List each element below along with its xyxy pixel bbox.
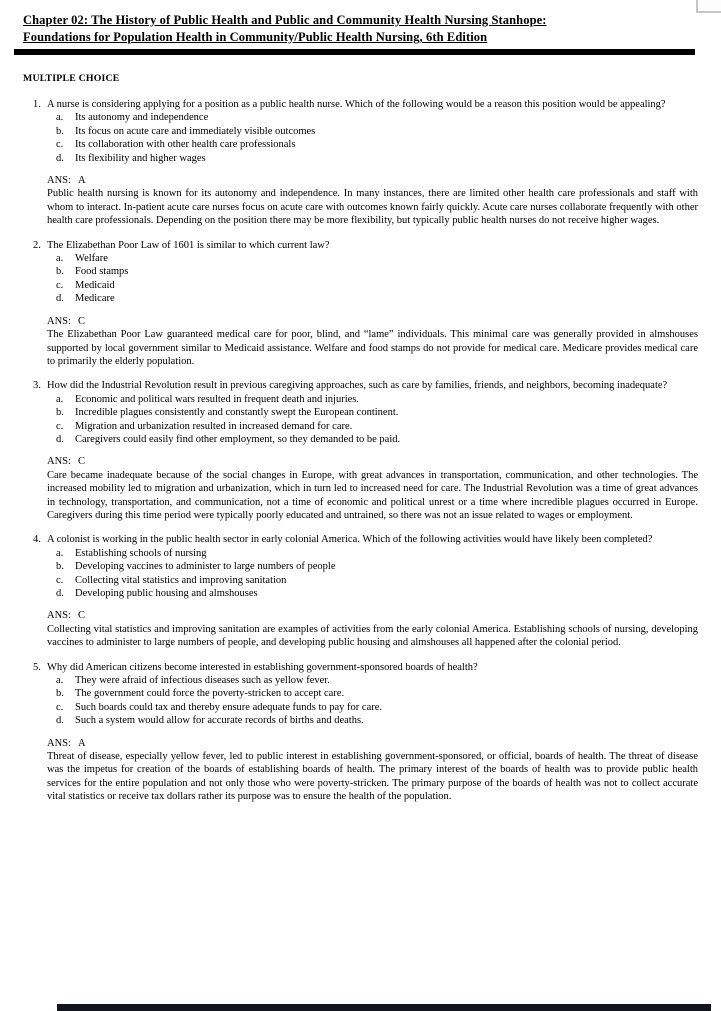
question-3 (23, 379, 700, 522)
option-letter: a. (56, 393, 64, 405)
answer-letter: C (77, 456, 85, 468)
option-row-d (56, 152, 700, 165)
option-letter: a. (56, 253, 64, 265)
answer-label: ANS: (47, 175, 71, 187)
question-number: 5. (33, 661, 41, 673)
document-title (23, 12, 700, 46)
option-text: Economic and political wars resulted in frequent death and injuries. (75, 393, 359, 405)
option-text: Incredible plagues consistently and constantly swept the European continent. (75, 407, 399, 419)
option-row-a (56, 252, 700, 265)
option-row-b (56, 560, 700, 573)
option-letter: d. (56, 293, 64, 305)
answer-letter: A (77, 175, 86, 187)
answer-letter: C (77, 315, 85, 327)
question-text: A nurse is considering applying for a position as a public health nurse. Which of the following would be a reason this position would be appealing? (47, 99, 666, 110)
option-letter: d. (56, 433, 64, 445)
question-number: 1. (33, 99, 41, 110)
question-2 (23, 239, 700, 369)
option-row-a (56, 111, 700, 124)
answer-block (47, 609, 698, 649)
option-row-d (56, 433, 700, 446)
question-text: The Elizabethan Poor Law of 1601 is similar to which current law? (47, 239, 330, 251)
answer-rationale: Collecting vital statistics and improving sanitation are examples of activities from the early colonial America. Establishing schools of nursing, developing vaccines to administer to large numbers of people, and developing public housing and almshouses all happened after the colonial period. (47, 623, 698, 649)
option-list (56, 252, 700, 306)
option-letter: d. (56, 588, 64, 599)
answer-block (47, 455, 698, 522)
option-row-c (56, 420, 700, 433)
page-corner-artifact (696, 0, 721, 13)
answer-letter: C (77, 610, 85, 622)
option-list (56, 547, 700, 601)
answer-letter: A (77, 737, 86, 749)
question-number: 3. (33, 380, 41, 392)
option-text: Developing vaccines to administer to large numbers of people (75, 561, 336, 573)
option-letter: c. (56, 279, 64, 291)
option-letter: b. (56, 407, 64, 419)
option-text: Its autonomy and independence (75, 112, 209, 124)
option-text: Food stamps (75, 266, 129, 278)
option-text: Medicare (75, 293, 115, 305)
option-letter: b. (56, 688, 64, 700)
option-letter: c. (56, 420, 64, 432)
option-text: Such boards could tax and thereby ensure adequate funds to pay for care. (75, 701, 383, 713)
answer-label: ANS: (47, 315, 71, 327)
option-text: Its focus on acute care and immediately visible outcomes (75, 125, 316, 137)
option-text: Medicaid (75, 279, 115, 291)
answer-block (47, 315, 698, 369)
option-letter: d. (56, 715, 64, 727)
option-row-c (56, 279, 700, 292)
option-text: Developing public housing and almshouses (75, 588, 258, 599)
option-letter: c. (56, 574, 64, 586)
question-5 (23, 661, 700, 804)
option-letter: c. (56, 139, 64, 151)
option-row-d (56, 714, 700, 727)
option-letter: a. (56, 112, 64, 124)
question-number: 4. (33, 534, 41, 546)
question-1 (23, 98, 700, 228)
document-title-line1: Chapter 02: The History of Public Health and Public and Community Health Nursing Stanhope: (23, 13, 547, 27)
option-text: Its flexibility and higher wages (75, 152, 206, 164)
option-text: Welfare (75, 253, 108, 265)
document-title-line2: Foundations for Population Health in Community/Public Health Nursing, 6th Edition (23, 30, 488, 44)
answer-line (47, 455, 698, 468)
option-letter: c. (56, 701, 64, 713)
option-letter: a. (56, 547, 64, 559)
answer-label: ANS: (47, 610, 71, 622)
answer-rationale: The Elizabethan Poor Law guaranteed medical care for poor, blind, and “lame” individuals. This minimal care was generally provided in almshouses supported by local government similar to Medicaid assistance. Welfare and food stamps do not provide for medical care. Medicare provides medical care to primarily the elderly population. (47, 329, 698, 367)
option-row-a (56, 547, 700, 560)
option-letter: a. (56, 675, 64, 687)
option-letter: d. (56, 152, 64, 164)
option-letter: b. (56, 125, 64, 137)
question-text: Why did American citizens become interested in establishing government-sponsored boards of health? (47, 661, 478, 673)
option-list (56, 111, 700, 165)
option-letter: b. (56, 266, 64, 278)
question-number: 2. (33, 239, 41, 251)
answer-block (47, 174, 698, 228)
answer-rationale: Threat of disease, especially yellow fever, led to public interest in establishing government-sponsored, or official, boards of health. The threat of disease was the impetus for creation of the boards of establishing boards of health. The primary interest of the boards of health was to provide public health services for the entire population and not only those who were poverty-stricken. The primary purpose of the boards of health was not to collect accurate vital statistics or receive tax dollars rather its purpose was to ensure the health of the population. (47, 751, 698, 803)
answer-block (47, 737, 698, 804)
option-text: The government could force the poverty-stricken to accept care. (75, 688, 345, 700)
answer-label: ANS: (47, 456, 71, 468)
option-letter: b. (56, 561, 64, 573)
option-text: They were afraid of infectious diseases such as yellow fever. (75, 675, 330, 687)
question-text: How did the Industrial Revolution result in previous caregiving approaches, such as care by families, friends, and neighbors, becoming inadequate? (47, 380, 668, 392)
option-text: Caregivers could easily find other employment, so they demanded to be paid. (75, 433, 401, 445)
option-text: Collecting vital statistics and improving sanitation (75, 574, 287, 586)
option-row-a (56, 393, 700, 406)
option-row-c (56, 574, 700, 587)
option-row-a (56, 674, 700, 687)
option-row-b (56, 125, 700, 138)
question-list (23, 98, 700, 804)
option-text: Such a system would allow for accurate records of births and deaths. (75, 715, 364, 727)
answer-rationale: Care became inadequate because of the social changes in Europe, with great advances in transportation, communication, and other technologies. The increased mobility led to migration and urbanization, which in turn led to increased need for care. The Industrial Revolution was a time of great advances in technology, transportation, and communication, not a time of economic and political unrest or a time where incredible plagues occurred in Europe. Caregivers during this time period were typically poorly educated and untrained, so there was not an issue related to wages or employment. (47, 469, 698, 521)
header-divider-bar (14, 49, 695, 55)
option-row-b (56, 687, 700, 700)
option-row-c (56, 701, 700, 714)
answer-line (47, 315, 698, 328)
section-heading: MULTIPLE CHOICE (23, 73, 120, 84)
option-row-d (56, 587, 700, 600)
answer-line (47, 737, 698, 750)
option-list (56, 393, 700, 447)
answer-rationale: Public health nursing is known for its autonomy and independence. In many instances, there are limited other health care professionals and staff with whom to interact. In-patient acute care nurses focus on acute care with outcomes known fairly quickly. Acute care nurses collaborate frequently with other health care professionals. Depending on the position there may be more flexibility, but typically public health nurses do not receive higher wages. (47, 188, 698, 227)
option-row-d (56, 292, 700, 305)
option-row-c (56, 138, 700, 151)
answer-line (47, 174, 698, 187)
question-text: A colonist is working in the public health sector in early colonial America. Which of the following activities would have likely been completed? (47, 534, 653, 546)
option-list (56, 674, 700, 728)
option-text: Establishing schools of nursing (75, 547, 207, 559)
option-text: Its collaboration with other health care professionals (75, 139, 296, 151)
option-row-b (56, 406, 700, 419)
option-text: Migration and urbanization resulted in increased demand for care. (75, 420, 353, 432)
option-row-b (56, 265, 700, 278)
answer-line (47, 609, 698, 622)
bottom-edge-bar (57, 1004, 711, 1011)
question-4 (23, 533, 700, 649)
answer-label: ANS: (47, 737, 71, 749)
